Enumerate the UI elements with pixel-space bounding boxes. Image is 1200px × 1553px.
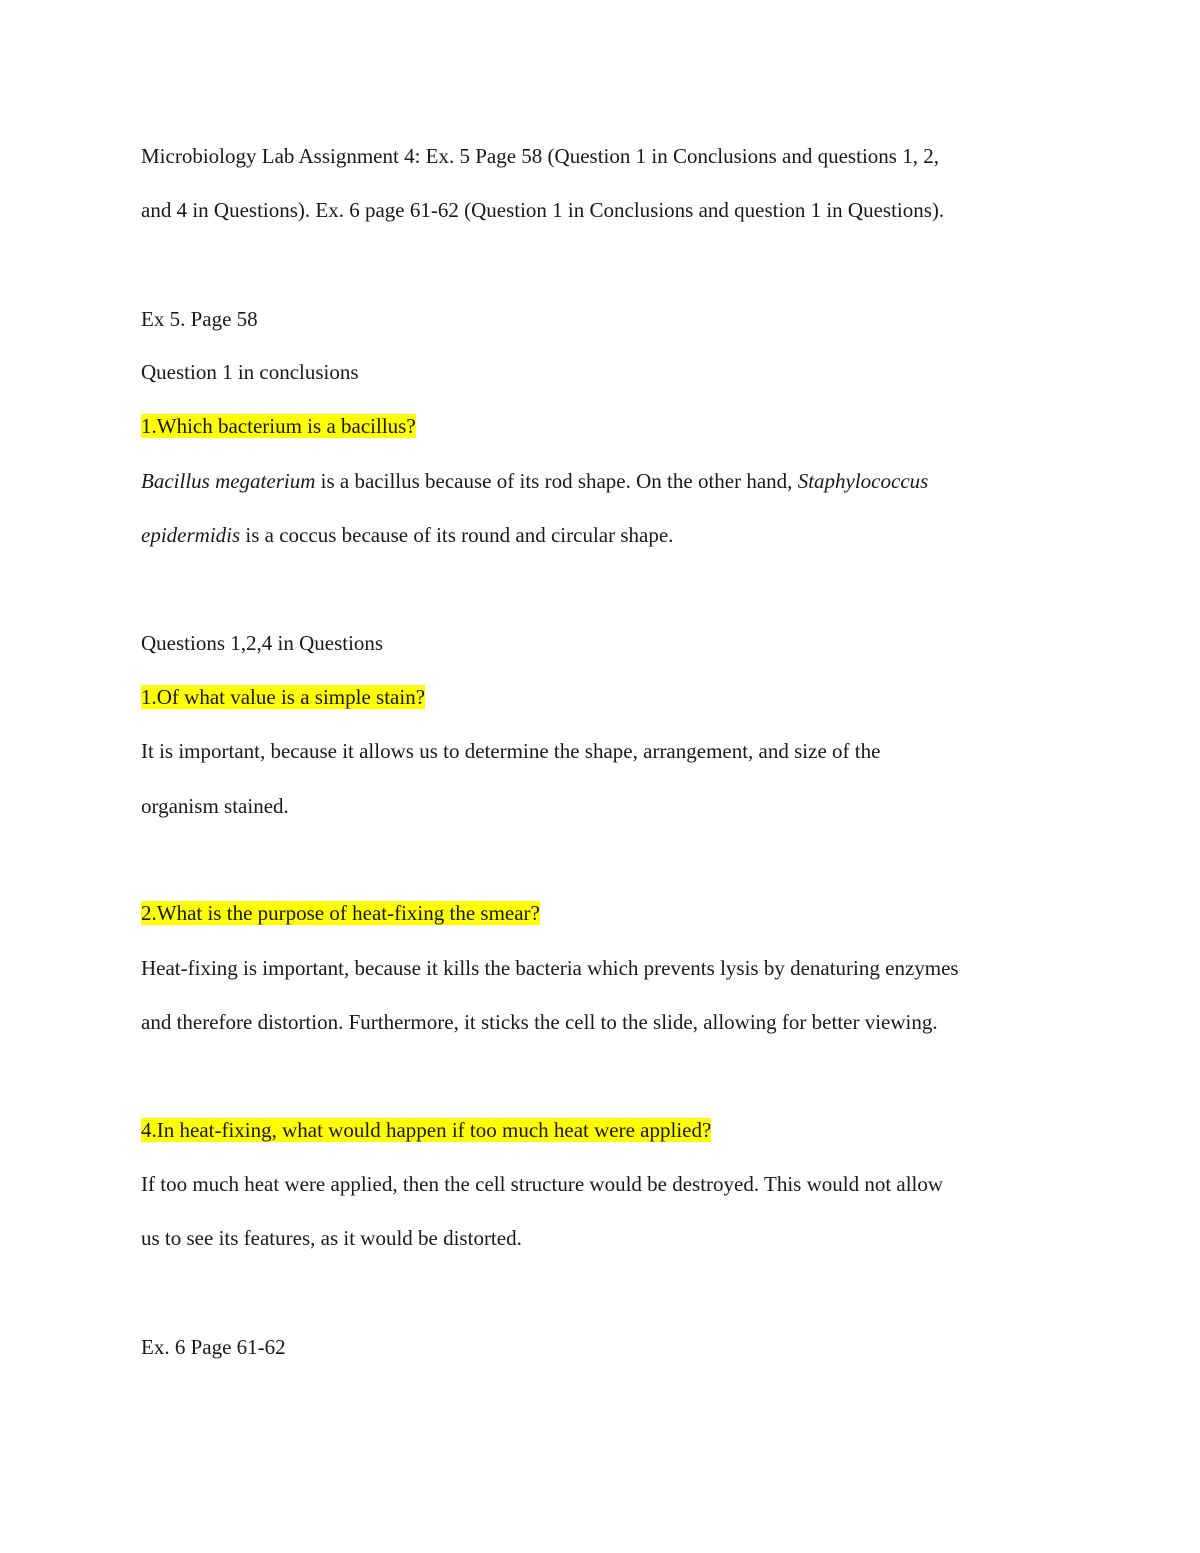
- answer-simple-stain-line-2: organism stained.: [141, 794, 289, 818]
- question-simple-stain: [141, 683, 425, 711]
- question-heat-fixing-text: 2.What is the purpose of heat-fixing the smear?: [141, 901, 540, 925]
- species-staphylococcus: Staphylococcus: [797, 469, 929, 493]
- question-bacillus: [141, 412, 416, 440]
- questions-heading: Questions 1,2,4 in Questions: [141, 631, 384, 655]
- intro-line-2: and 4 in Questions). Ex. 6 page 61-62 (Question 1 in Conclusions and question 1 in Questions).: [141, 198, 945, 222]
- intro-line-1: Microbiology Lab Assignment 4: Ex. 5 Page 58 (Question 1 in Conclusions and questions 1, 2,: [141, 144, 939, 168]
- answer-heat-fixing-line-1: Heat-fixing is important, because it kills the bacteria which prevents lysis by denaturing enzymes: [141, 956, 959, 980]
- species-bacillus-megaterium: Bacillus megaterium: [141, 469, 316, 493]
- answer-bacillus-line-2: [141, 521, 673, 549]
- answer-heat-fixing-line-2: and therefore distortion. Furthermore, it sticks the cell to the slide, allowing for better viewing.: [141, 1010, 938, 1034]
- question-too-much-heat-text: 4.In heat-fixing, what would happen if too much heat were applied?: [141, 1118, 712, 1142]
- question-simple-stain-text: 1.Of what value is a simple stain?: [141, 685, 426, 709]
- answer-bacillus-line-1: [141, 467, 928, 495]
- answer-simple-stain-line-1: It is important, because it allows us to determine the shape, arrangement, and size of the: [141, 739, 881, 763]
- answer-too-much-heat-line-1: If too much heat were applied, then the cell structure would be destroyed. This would not allow: [141, 1172, 944, 1196]
- answer-bacillus-text-1: is a bacillus because of its rod shape. On the other hand,: [315, 469, 798, 493]
- answer-too-much-heat-line-2: us to see its features, as it would be distorted.: [141, 1226, 522, 1250]
- question-bacillus-text: 1.Which bacterium is a bacillus?: [141, 414, 416, 438]
- species-epidermidis: epidermidis: [141, 523, 241, 547]
- question-too-much-heat: [141, 1116, 711, 1144]
- answer-bacillus-text-2: is a coccus because of its round and circular shape.: [240, 523, 674, 547]
- conclusions-heading: Question 1 in conclusions: [141, 360, 359, 384]
- ex5-heading: Ex 5. Page 58: [141, 307, 258, 331]
- ex6-heading: Ex. 6 Page 61-62: [141, 1335, 286, 1359]
- question-heat-fixing: [141, 899, 540, 927]
